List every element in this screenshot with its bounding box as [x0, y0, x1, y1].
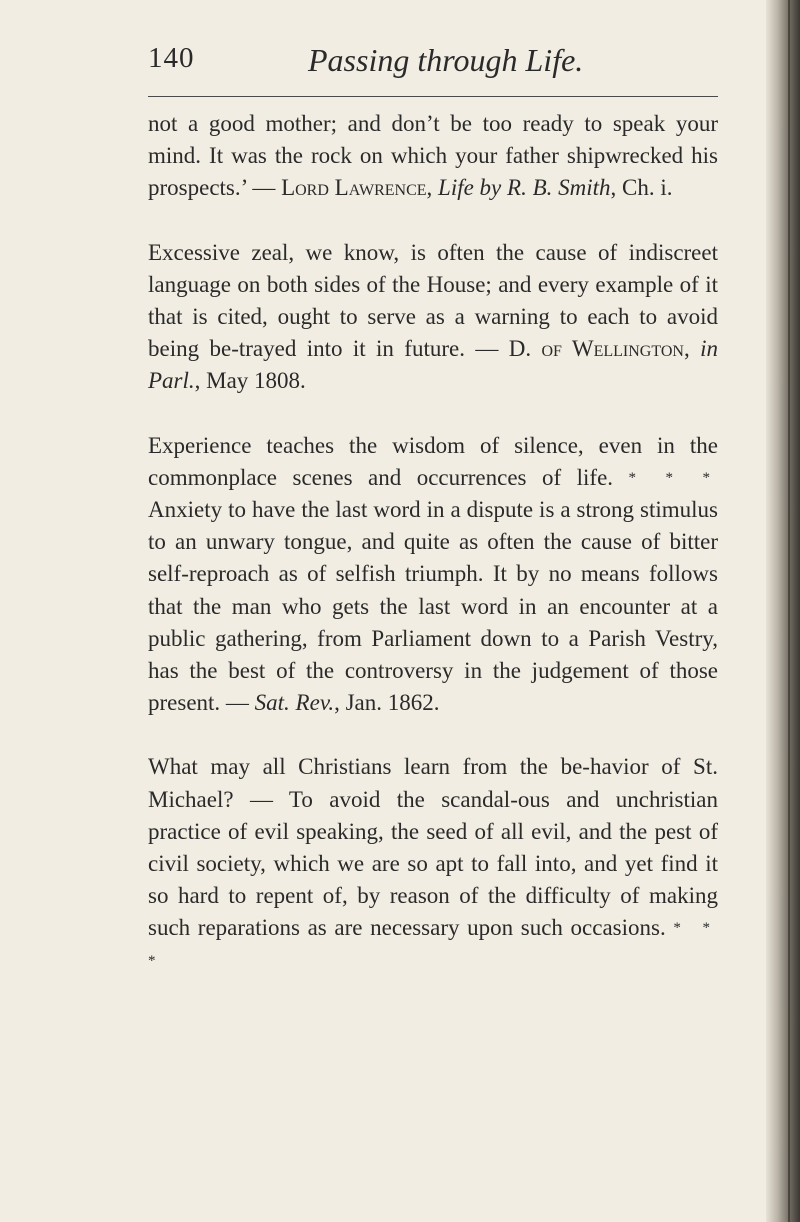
paragraph-1-source-author: Lord Lawrence — [281, 175, 427, 201]
paragraph-3-text-b: Anxiety to have the last word in a dispute is a strong stimulus to an unwary tongue, and quite as often the cause of bitter self-reproach as of selfish triumph. It by no means follows that the man who gets the last word in an encounter at a public gathering, from Parliament down to a Parish Vestry, has the best of the controversy in the judgement of those present. — — [148, 497, 718, 716]
paragraph-3-asterisks: * * * — [628, 469, 719, 486]
paragraph-1-source-title: Life by R. B. Smith — [438, 175, 611, 201]
paragraph-1-line-2: speak your mind. It was the rock on which — [148, 111, 719, 169]
paragraph-3-date: , Jan. 1862. — [334, 690, 440, 716]
paragraph-1-chapter: , Ch. i. — [610, 175, 673, 201]
paragraph-2-text: Excessive zeal, we know, is often the cause of indiscreet language on both sides of the House; and every example of it that is cited, ought to serve as a warning to each to avoid being be-trayed into it in future. — — [148, 239, 718, 362]
page-number: 140 — [148, 42, 195, 74]
paragraph-1-line-1: not a good mother; and don’t be too ready to — [148, 111, 603, 136]
paragraph-2-comma: , — [683, 336, 701, 362]
paragraph-3-text-a: Experience teaches the wisdom of silence, even in the commonplace scenes and occurrences of life. — [148, 432, 718, 490]
paragraph-4-asterisks: * * * — [148, 920, 719, 969]
paragraph-3-source: Sat. Rev. — [254, 690, 335, 716]
body-text — [148, 108, 718, 1009]
paragraph-1-line-3: your father shipwrecked his prospects.’ — — [148, 143, 718, 201]
paragraph-1-comma: , — [426, 175, 439, 201]
paragraph-2 — [148, 237, 718, 398]
paragraph-4 — [148, 751, 718, 976]
paragraph-2-date: , May 1808. — [194, 368, 306, 394]
paragraph-4-text: What may all Christians learn from the be-havior of St. Michael? — To avoid the scandal-ous and unchristian practice of evil speaking, the seed of all evil, and the pest of civil society, which we are so apt to fall into, and yet find it so hard to repent of, by reason of the difficulty of making such reparations as are necessary upon such occasions. — [148, 754, 718, 941]
paragraph-1 — [148, 108, 718, 205]
header-rule — [148, 96, 718, 97]
binding-gutter — [766, 0, 800, 1222]
paragraph-2-source: in Parl. — [148, 336, 718, 394]
gutter-shadow-line — [788, 0, 790, 1222]
page-header — [148, 42, 718, 86]
paragraph-3 — [148, 430, 718, 720]
paragraph-2-source-author: D. of Wellington — [508, 336, 684, 362]
running-title: Passing through Life. — [308, 42, 584, 78]
